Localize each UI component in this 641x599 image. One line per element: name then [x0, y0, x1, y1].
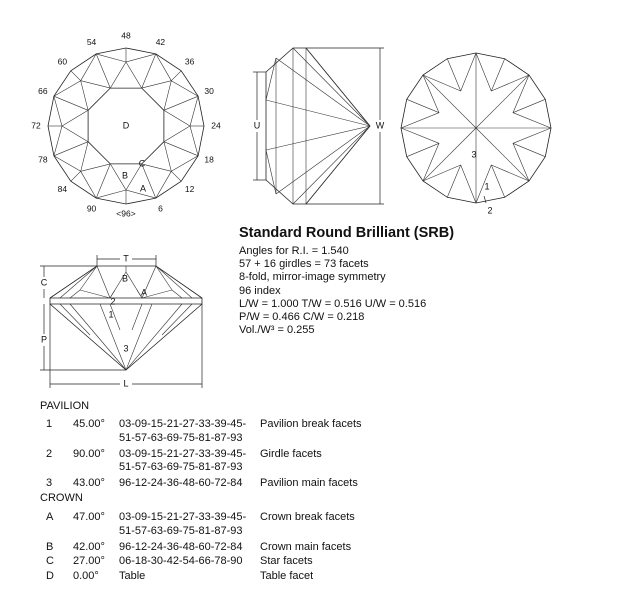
info-line: 96 index — [239, 284, 281, 297]
star-facet-edge — [164, 110, 190, 141]
pavilion-break-edge — [423, 165, 476, 203]
pavilion-break-edge — [423, 53, 476, 91]
crown-heading: CROWN — [40, 492, 83, 504]
pavilion-main-edge — [476, 128, 529, 181]
profile-facet-label-2: 2 — [110, 296, 116, 307]
main-facet-edge — [164, 142, 198, 156]
design-info — [239, 245, 426, 337]
break-facet-edge — [54, 156, 81, 172]
facet-description: Pavilion break facets — [260, 418, 362, 430]
pavilion-facet-edge — [70, 304, 129, 370]
index-label: 12 — [184, 183, 195, 194]
break-facet-edge — [171, 71, 181, 81]
facet-angle: 47.00° — [73, 511, 105, 523]
break-facet-edge — [171, 171, 181, 181]
pavilion-facet-edge — [126, 304, 152, 370]
facet-id: A — [46, 511, 54, 523]
index-label: 66 — [38, 85, 48, 96]
info-line: Angles for R.I. = 1.540 — [239, 245, 349, 257]
pavilion-facet-label-2: 2 — [487, 205, 493, 216]
design-title: Standard Round Brilliant (SRB) — [239, 225, 455, 241]
index-label: 42 — [155, 37, 166, 48]
break-facet-edge — [171, 81, 198, 97]
facet-angle: 43.00° — [73, 477, 105, 489]
index-label: 72 — [31, 120, 41, 131]
facet-edge — [266, 150, 276, 194]
facet-index-sequence: 96-12-24-36-48-60-72-84 — [119, 477, 243, 489]
break-facet-edge — [96, 190, 126, 198]
side-elevation-view — [251, 48, 386, 204]
p-dimension-label: P — [40, 334, 48, 345]
girdle-pointer — [484, 196, 486, 203]
pavilion-facet-edge — [126, 304, 182, 370]
star-facet-edge — [81, 81, 111, 111]
star-facet-edge — [142, 81, 172, 111]
facet-index-sequence: 51-57-63-69-75-81-87-93 — [119, 524, 243, 537]
pavilion-main-edge — [423, 75, 476, 128]
upper-profile — [266, 48, 370, 126]
info-line: 8-fold, mirror-image symmetry — [239, 271, 386, 284]
facet-description: Pavilion main facets — [260, 477, 358, 489]
info-line: P/W = 0.466 C/W = 0.218 — [239, 311, 365, 324]
facet-description: Crown break facets — [260, 511, 355, 523]
index-label: 60 — [57, 56, 68, 67]
main-facet-edge — [54, 96, 88, 110]
crown-top-view — [31, 30, 221, 218]
facet-index-sequence: 51-57-63-69-75-81-87-93 — [119, 431, 243, 444]
pavilion-facet-label-1: 1 — [484, 181, 490, 192]
pavilion-break-edge — [476, 53, 529, 91]
pavilion-break-edge — [401, 75, 439, 128]
facet-angle: 90.00° — [73, 447, 105, 460]
facet-label-d: D — [122, 120, 130, 131]
profile-facet-label-a: A — [140, 287, 148, 298]
main-facet-edge — [96, 54, 110, 88]
index-label: 78 — [38, 154, 48, 165]
pavilion-break-edge — [401, 128, 439, 181]
break-facet-edge — [54, 126, 62, 156]
star-facet-edge — [142, 142, 172, 172]
facet-angle: 45.00° — [73, 418, 105, 430]
w-dimension-label: W — [375, 120, 385, 131]
pavilion-facet-edge — [162, 304, 192, 335]
break-facet-edge — [96, 54, 126, 62]
star-facet-edge — [110, 62, 141, 88]
facet-index-sequence: 96-12-24-36-48-60-72-84 — [119, 540, 243, 553]
facet-edge — [266, 126, 370, 150]
facet-edge — [293, 126, 370, 204]
break-facet-edge — [81, 54, 97, 81]
main-facet-edge — [164, 96, 198, 110]
profile-view — [38, 253, 202, 390]
index-label: 30 — [204, 85, 214, 96]
pavilion-main-edge — [476, 75, 529, 128]
facet-index-sequence: 03-09-15-21-27-33-39-45- — [119, 447, 247, 460]
facet-description: Crown main facets — [260, 540, 352, 553]
pavilion-facet-label-3: 3 — [471, 149, 477, 160]
c-dimension-label: C — [40, 277, 48, 288]
crown-facet-edge — [70, 290, 80, 298]
index-label: 6 — [158, 203, 163, 214]
main-facet-edge — [142, 54, 156, 88]
facet-description: Girdle facets — [260, 447, 322, 460]
crown-facet-edge — [80, 290, 110, 298]
pavilion-break-edge — [513, 75, 551, 128]
facet-angle: 27.00° — [73, 555, 105, 567]
facet-label-b: B — [121, 170, 129, 181]
facet-edge — [266, 58, 276, 100]
facet-id: D — [46, 569, 54, 582]
pavilion-facet-edge — [132, 304, 142, 330]
break-facet-edge — [81, 171, 97, 198]
main-facet-edge — [96, 164, 110, 198]
break-facet-edge — [126, 54, 156, 62]
facet-id: C — [46, 555, 54, 567]
pavilion-heading: PAVILION — [40, 400, 90, 412]
crown-facet-edge — [172, 290, 182, 298]
facet-id: 1 — [46, 418, 53, 430]
break-facet-edge — [54, 81, 81, 97]
break-facet-edge — [171, 156, 198, 172]
profile-facet-label-1: 1 — [108, 309, 114, 320]
index-label: 54 — [86, 37, 97, 48]
facet-id: 3 — [46, 477, 53, 489]
crown-facet-edge — [97, 266, 110, 298]
break-facet-edge — [156, 54, 172, 81]
index-label: 48 — [121, 30, 131, 41]
break-facet-edge — [71, 71, 81, 81]
pavilion-break-edge — [513, 128, 551, 181]
facet-id: 2 — [46, 447, 53, 460]
facet-index-sequence: 03-09-15-21-27-33-39-45- — [119, 511, 247, 523]
pavilion-facet-edge — [60, 304, 90, 335]
facet-description: Table facet — [260, 569, 314, 582]
pavilion-bottom-view — [401, 53, 551, 215]
pavilion-main-edge — [423, 128, 476, 181]
crown-facet-edge — [80, 266, 97, 290]
facet-label-a: A — [139, 183, 147, 194]
index-label: 36 — [184, 56, 195, 67]
index-label: 90 — [86, 203, 97, 214]
break-facet-edge — [54, 96, 62, 126]
facet-angle: 0.00° — [73, 569, 99, 582]
facet-id: B — [46, 540, 54, 553]
index-label: <96> — [116, 208, 136, 219]
info-line: Vol./W³ = 0.255 — [239, 324, 315, 337]
facet-index-sequence: Table — [119, 569, 146, 582]
facet-label-c: C — [138, 158, 146, 169]
facet-index-sequence: 51-57-63-69-75-81-87-93 — [119, 461, 243, 473]
facet-index-sequence: 03-09-15-21-27-33-39-45- — [119, 418, 247, 430]
l-dimension-label: L — [123, 378, 129, 389]
profile-facet-label-b: B — [121, 273, 129, 284]
u-dimension-label: U — [253, 120, 261, 131]
t-dimension-label: T — [123, 253, 129, 264]
break-facet-edge — [190, 96, 198, 126]
star-facet-edge — [62, 110, 88, 141]
profile-facet-label-3: 3 — [123, 343, 129, 354]
index-label: 18 — [204, 154, 214, 165]
index-label: 24 — [211, 120, 221, 131]
facet-edge — [266, 100, 370, 126]
star-facet-edge — [81, 142, 111, 172]
facet-description: Star facets — [260, 555, 313, 567]
main-facet-edge — [54, 142, 88, 156]
break-facet-edge — [190, 126, 198, 156]
facet-edge — [293, 48, 370, 126]
facet-index-sequence: 06-18-30-42-54-66-78-90 — [119, 555, 243, 567]
info-line: 57 + 16 girdles = 73 facets — [239, 258, 369, 271]
crown-facet-edge — [156, 266, 192, 298]
info-line: L/W = 1.000 T/W = 0.516 U/W = 0.516 — [239, 297, 427, 310]
break-facet-edge — [71, 171, 81, 181]
break-facet-edge — [156, 171, 172, 198]
facet-angle: 42.00° — [73, 540, 105, 553]
index-label: 84 — [57, 183, 68, 194]
